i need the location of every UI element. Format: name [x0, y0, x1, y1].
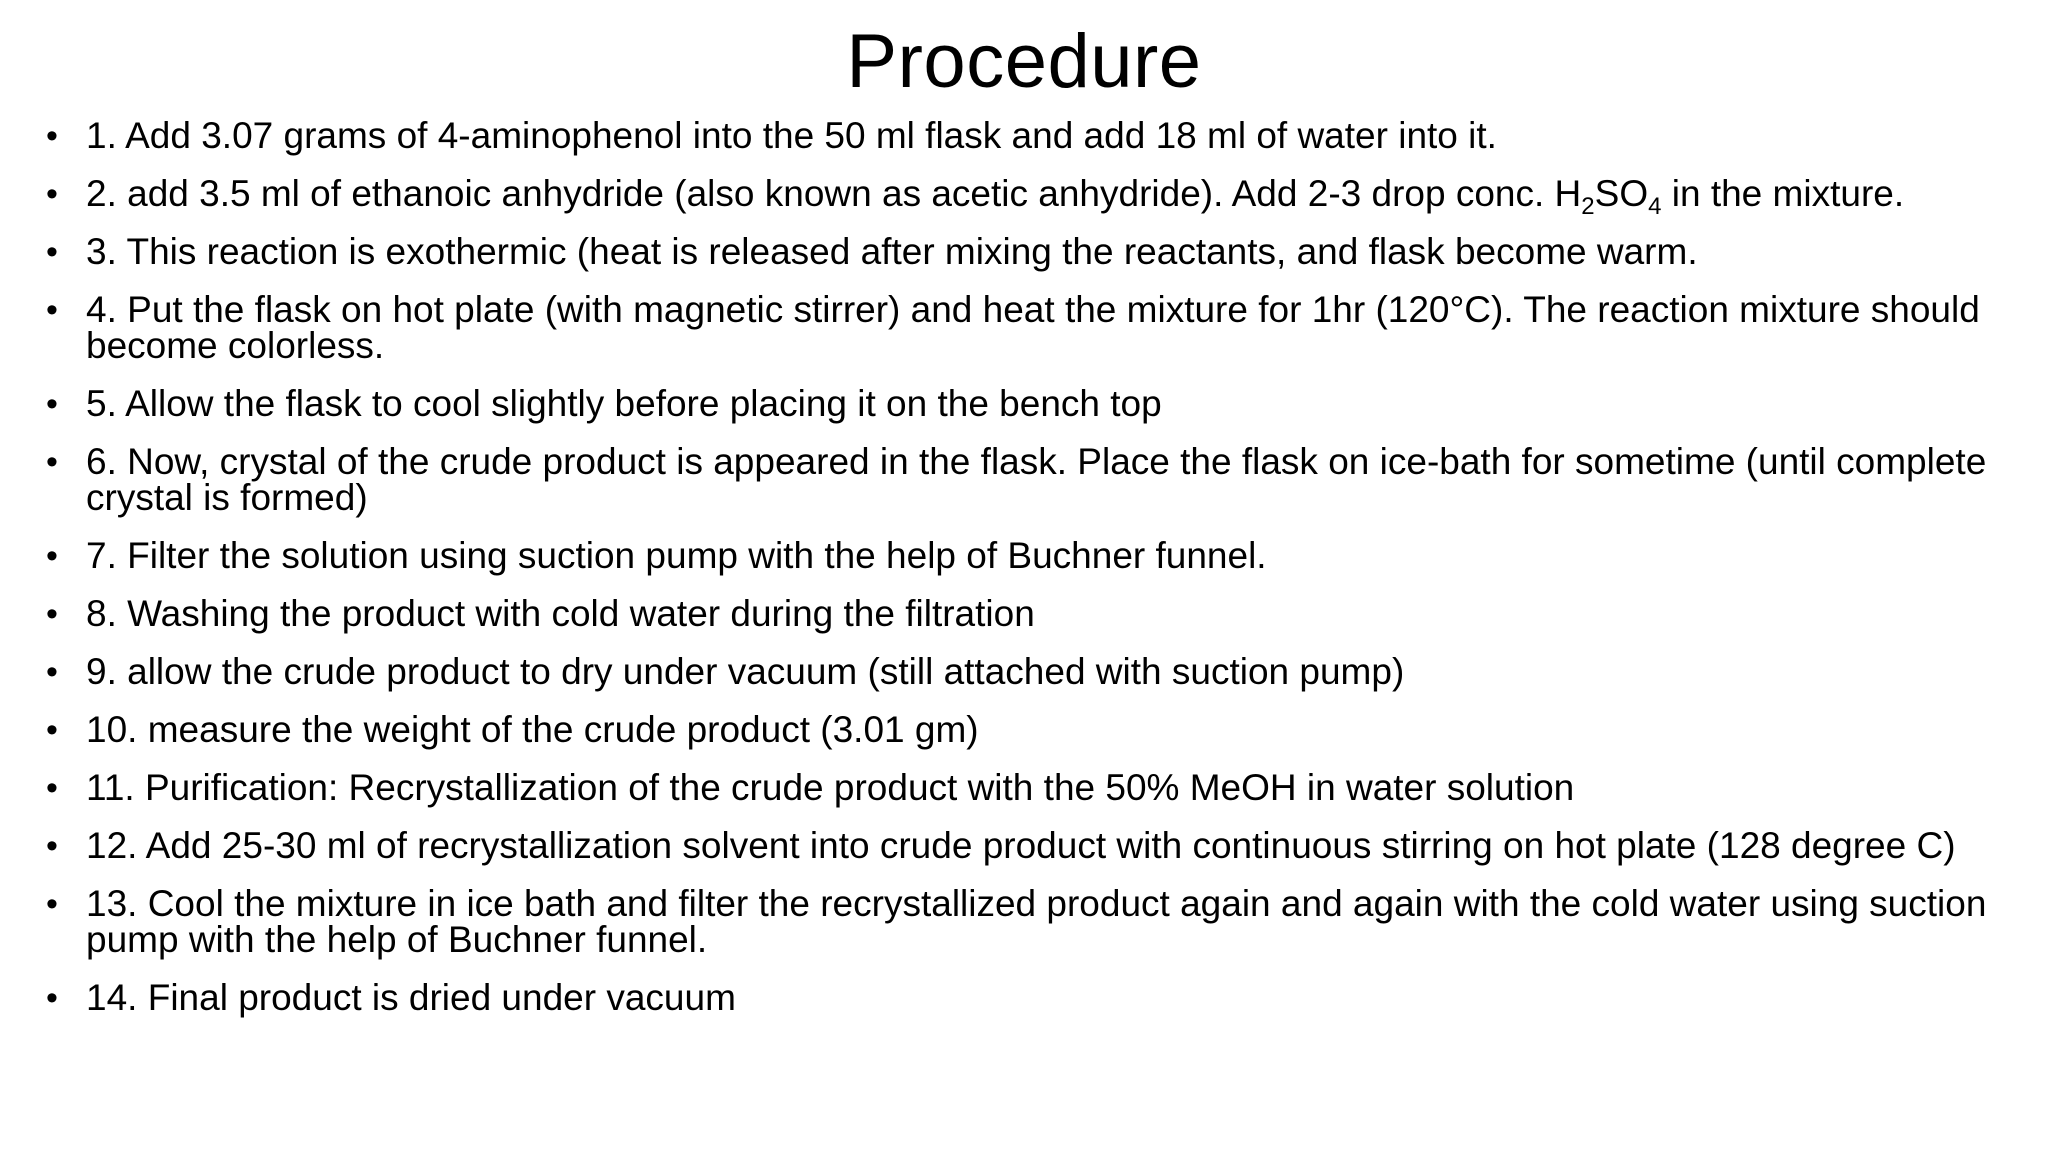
bullet-icon: •	[46, 385, 58, 423]
step-text: 14. Final product is dried under vacuum	[86, 977, 736, 1018]
bullet-icon: •	[46, 117, 58, 155]
step-text: 5. Allow the flask to cool slightly before placing it on the bench top	[86, 383, 1162, 424]
list-item	[46, 651, 2026, 692]
list-item	[46, 173, 2026, 220]
bullet-icon: •	[46, 885, 58, 923]
list-item	[46, 977, 2026, 1018]
step-text: 12. Add 25-30 ml of recrystallization solvent into crude product with continuous stirring on hot plate (128 degree C)	[86, 825, 1956, 866]
step-text	[86, 173, 1905, 220]
step-text: 3. This reaction is exothermic (heat is released after mixing the reactants, and flask become warm.	[86, 231, 1698, 272]
bullet-icon: •	[46, 443, 58, 481]
bullet-icon: •	[46, 827, 58, 865]
subscript: 2	[1581, 193, 1595, 220]
bullet-icon: •	[46, 291, 58, 329]
list-item	[46, 289, 2026, 366]
list-item	[46, 115, 2026, 156]
list-item	[46, 593, 2026, 634]
step-text: 4. Put the flask on hot plate (with magnetic stirrer) and heat the mixture for 1hr (120°C). The reaction mixture should become colorless.	[86, 289, 1980, 366]
list-item	[46, 767, 2026, 808]
list-item	[46, 383, 2026, 424]
step-text: 13. Cool the mixture in ice bath and filter the recrystallized product again and again with the cold water using suction pump with the help of Buchner funnel.	[86, 883, 1987, 960]
step-text: 8. Washing the product with cold water during the filtration	[86, 593, 1035, 634]
bullet-icon: •	[46, 175, 58, 213]
bullet-icon: •	[46, 595, 58, 633]
list-item	[46, 535, 2026, 576]
list-item	[46, 883, 2026, 960]
procedure-list	[46, 115, 2026, 1038]
step-text-part: SO	[1594, 173, 1649, 214]
list-item	[46, 441, 2026, 518]
step-text-part: in the mixture.	[1661, 173, 1905, 214]
step-text: 7. Filter the solution using suction pump with the help of Buchner funnel.	[86, 535, 1267, 576]
bullet-icon: •	[46, 769, 58, 807]
list-item	[46, 709, 2026, 750]
list-item	[46, 825, 2026, 866]
bullet-icon: •	[46, 711, 58, 749]
step-text-part: 2. add 3.5 ml of ethanoic anhydride (also known as acetic anhydride). Add 2-3 drop conc. H	[86, 173, 1582, 214]
step-text: 1. Add 3.07 grams of 4-aminophenol into the 50 ml flask and add 18 ml of water into it.	[86, 115, 1497, 156]
step-text: 6. Now, crystal of the crude product is appeared in the flask. Place the flask on ice-bath for sometime (until complete crystal is formed)	[86, 441, 1987, 518]
step-text: 9. allow the crude product to dry under vacuum (still attached with suction pump)	[86, 651, 1405, 692]
bullet-icon: •	[46, 233, 58, 271]
step-text: 11. Purification: Recrystallization of the crude product with the 50% MeOH in water solution	[86, 767, 1575, 808]
bullet-icon: •	[46, 653, 58, 691]
bullet-icon: •	[46, 537, 58, 575]
slide-title: Procedure	[846, 19, 1202, 104]
step-text: 10. measure the weight of the crude product (3.01 gm)	[86, 709, 979, 750]
list-item	[46, 231, 2026, 272]
bullet-icon: •	[46, 979, 58, 1017]
subscript: 4	[1648, 193, 1662, 220]
